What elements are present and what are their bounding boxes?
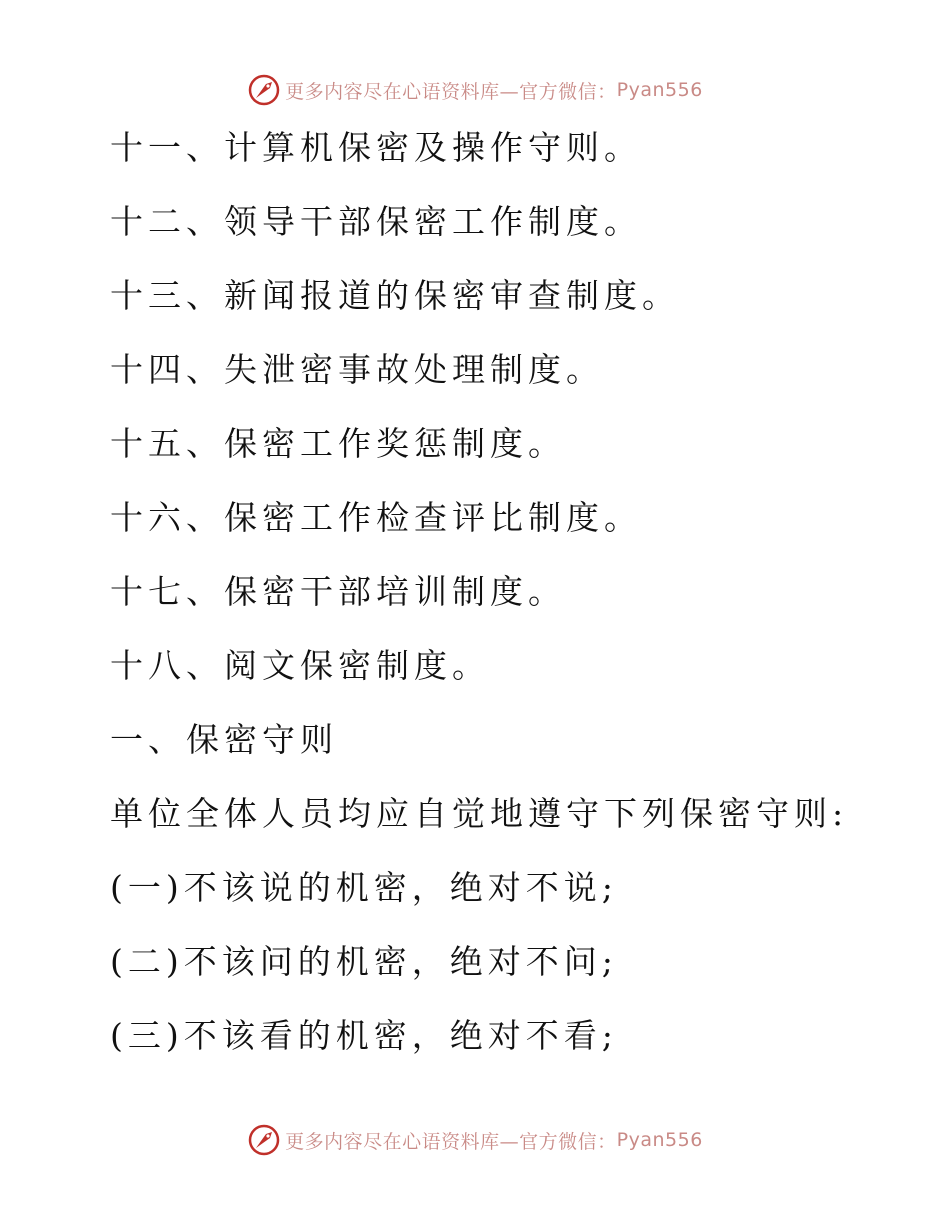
- watermark-brand: Pyan556: [616, 1129, 703, 1151]
- document-line: 十六、保密工作检查评比制度。: [110, 498, 642, 537]
- watermark-text: 更多内容尽在心语资料库—官方微信：: [285, 80, 617, 103]
- document-line: 单位全体人员均应自觉地遵守下列保密守则:: [110, 794, 849, 833]
- document-line: 十八、阅文保密制度。: [110, 646, 490, 685]
- pen-nib-logo-icon: [247, 73, 281, 107]
- document-line: 十三、新闻报道的保密审查制度。: [110, 276, 680, 315]
- rule-item: (三)不该看的机密，绝对不看;: [110, 1016, 618, 1055]
- document-line: 十一、计算机保密及操作守则。: [110, 128, 642, 167]
- document-body: [110, 118, 910, 1080]
- document-line: 十四、失泄密事故处理制度。: [110, 350, 604, 389]
- rule-item: (二)不该问的机密，绝对不问;: [110, 942, 618, 981]
- pen-nib-logo-icon: [247, 1123, 281, 1157]
- section-heading: 一、保密守则: [110, 720, 338, 759]
- footer-watermark: [0, 1120, 950, 1160]
- header-watermark: [0, 70, 950, 110]
- document-line: 十七、保密干部培训制度。: [110, 572, 566, 611]
- rule-item: (一)不该说的机密，绝对不说;: [110, 868, 618, 907]
- watermark-text: 更多内容尽在心语资料库—官方微信：: [285, 1130, 617, 1153]
- watermark-brand: Pyan556: [616, 79, 703, 101]
- document-line: 十二、领导干部保密工作制度。: [110, 202, 642, 241]
- document-line: 十五、保密工作奖惩制度。: [110, 424, 566, 463]
